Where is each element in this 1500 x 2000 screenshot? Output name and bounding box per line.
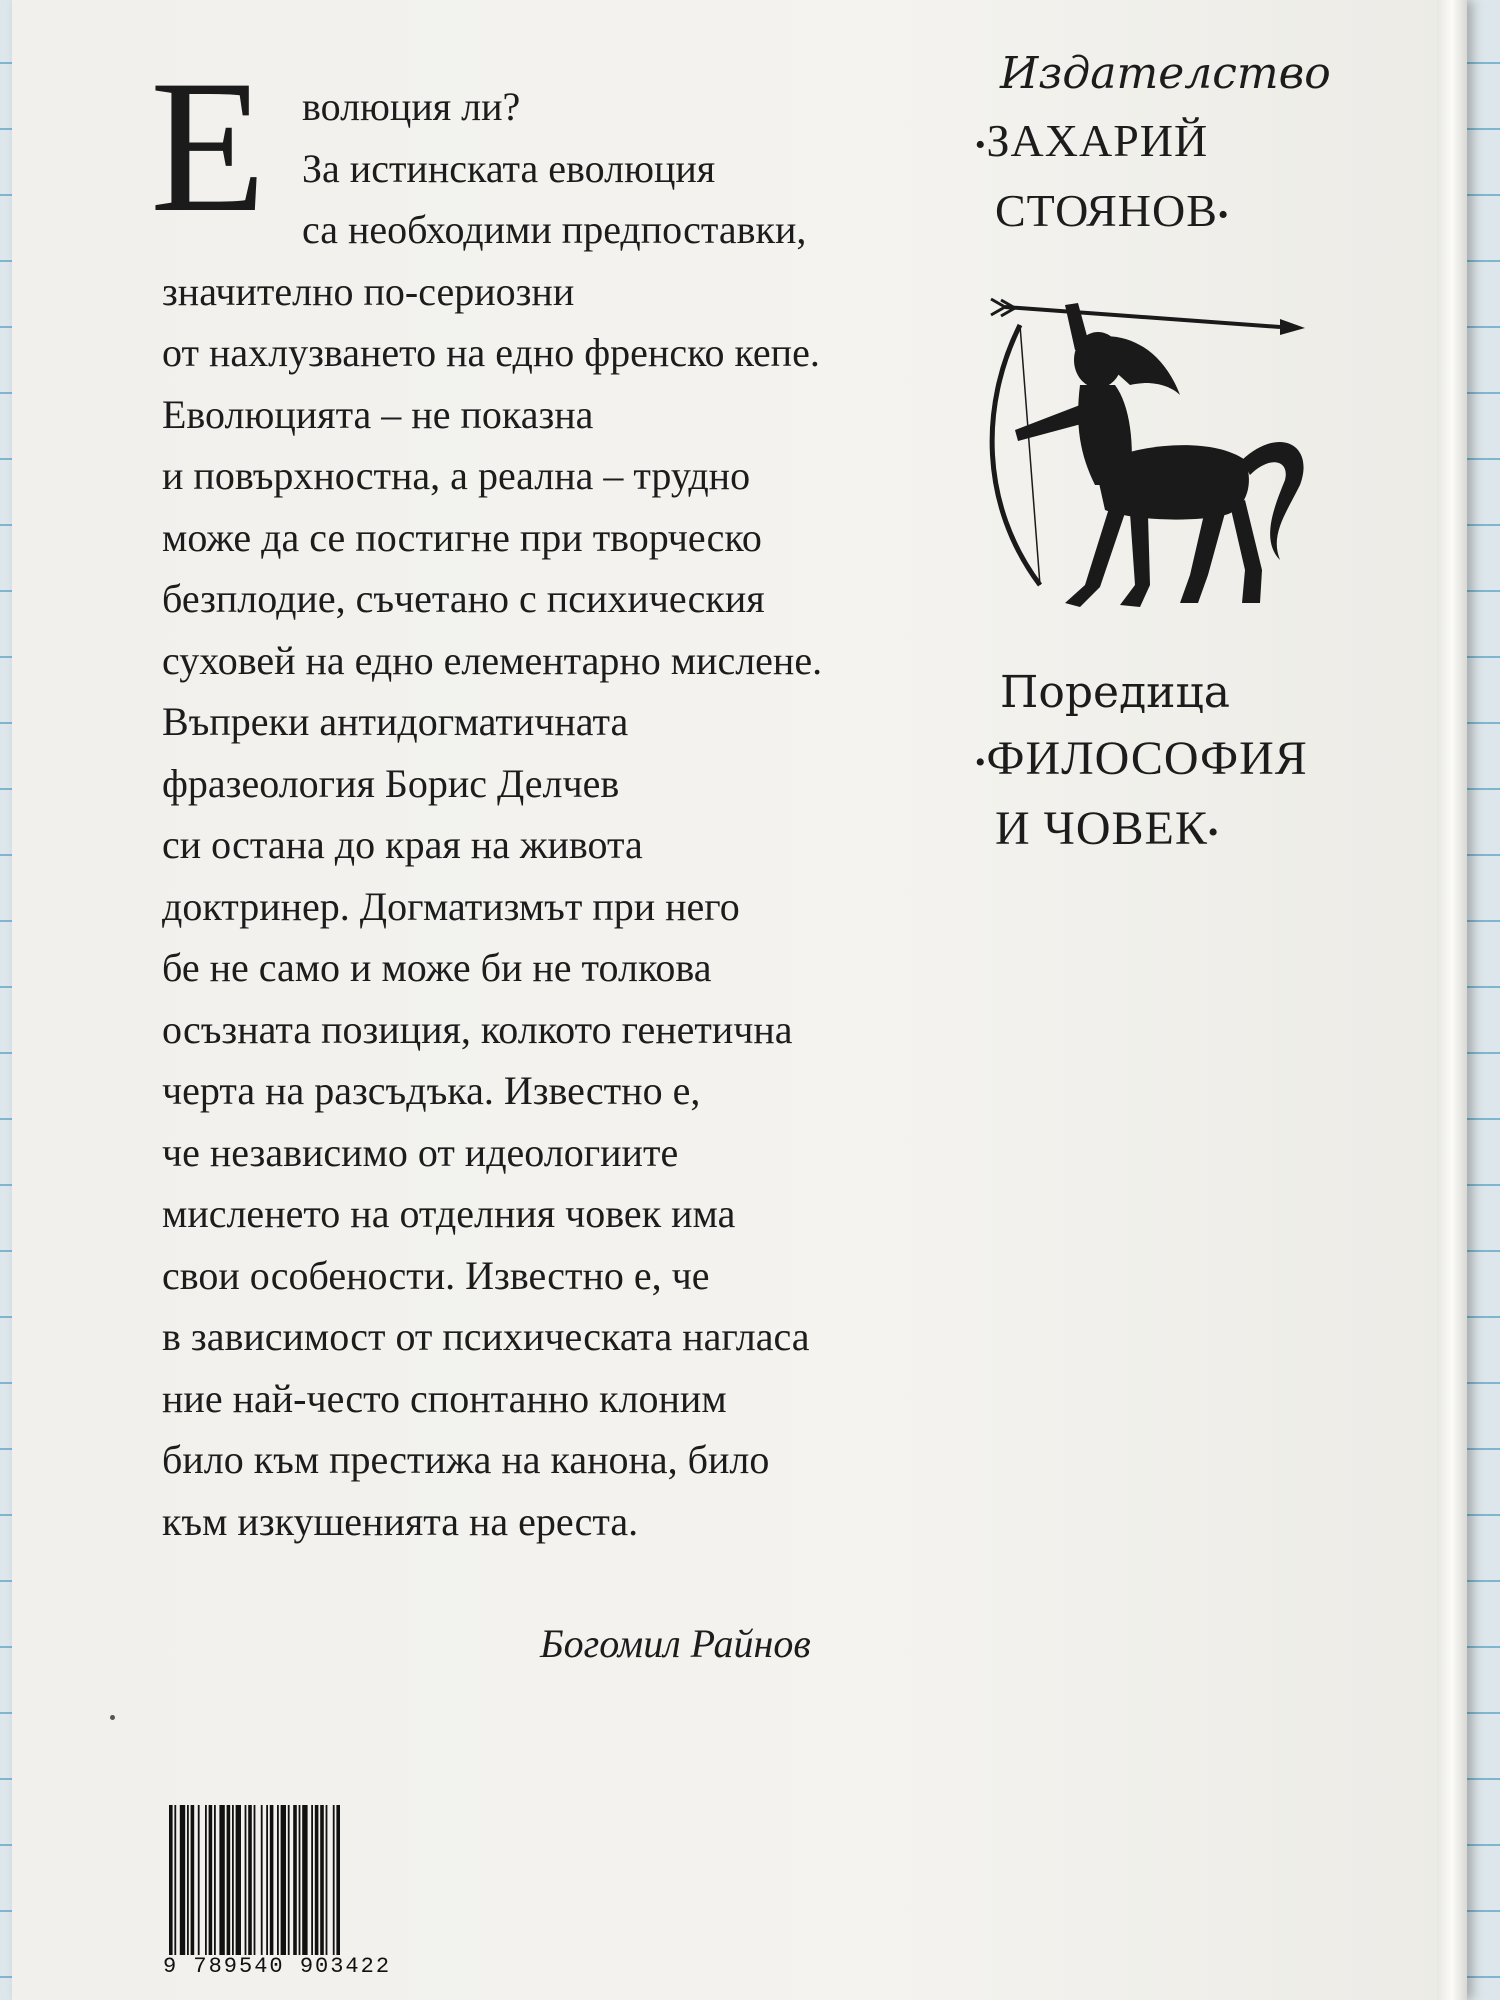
- barcode-bar: [187, 1805, 189, 1955]
- barcode-bar: [219, 1805, 224, 1955]
- barcode-bar: [227, 1805, 231, 1955]
- publisher-label: Издателство: [1000, 48, 1331, 99]
- series-name-line1: ФИЛОСОФИЯ: [986, 732, 1308, 785]
- text-line: осъзната позиция, колкото генетична: [162, 1006, 793, 1052]
- text-line: ние най-често спонтанно клоним: [162, 1375, 727, 1421]
- barcode-bar: [214, 1805, 216, 1955]
- isbn-digits: 9 789540 903422: [163, 1954, 392, 1979]
- text-line: и повърхностна, а реална – трудно: [162, 453, 751, 498]
- text-line: било към престижа на канона, било: [162, 1437, 770, 1482]
- bullet-icon: •: [975, 128, 987, 162]
- text-line: че независимо от идеологиите: [162, 1129, 679, 1175]
- barcode-bar: [198, 1805, 200, 1955]
- publisher-name-line2: СТОЯНОВ: [995, 185, 1218, 237]
- text-line: За истинската еволюция: [302, 145, 716, 191]
- publisher-name-line1: ЗАХАРИЙ: [986, 115, 1209, 166]
- barcode-bar: [302, 1805, 307, 1955]
- barcode-bar: [277, 1805, 279, 1955]
- text-line: Въпреки антидогматичната: [162, 699, 629, 744]
- barcode-bar: [326, 1805, 328, 1955]
- barcode-bar: [293, 1805, 297, 1955]
- text-line: фразеология Борис Делчев: [162, 760, 620, 806]
- barcode-bar: [169, 1805, 173, 1955]
- text-line: в зависимост от психическата нагласа: [162, 1314, 810, 1359]
- text-line: може да се постигне при творческо: [162, 514, 762, 560]
- blurb-text: [162, 82, 962, 1558]
- text-line: значително по-сериозни: [162, 268, 575, 314]
- barcode-bar: [191, 1805, 195, 1955]
- barcode-bar: [232, 1805, 234, 1955]
- text-line: бе не само и може би не толкова: [162, 945, 712, 990]
- text-line: мисленето на отделния човек има: [162, 1191, 736, 1236]
- series-name: [975, 726, 1308, 866]
- barcode-bar: [248, 1805, 252, 1955]
- drop-cap: Е: [150, 42, 267, 252]
- bullet-icon: •: [975, 745, 987, 779]
- barcode-bar: [320, 1805, 324, 1955]
- barcode-bar: [209, 1805, 213, 1955]
- publisher-name: [975, 108, 1229, 249]
- barcode-bar: [180, 1805, 185, 1955]
- text-line: доктринер. Догматизмът при него: [162, 883, 740, 929]
- barcode-bar: [174, 1805, 176, 1955]
- barcode-bar: [254, 1805, 256, 1955]
- barcode-bar: [270, 1805, 274, 1955]
- text-line: към изкушенията на ереста.: [162, 1498, 639, 1544]
- text-line: са необходими предпоставки,: [302, 207, 807, 252]
- text-line: свои особености. Известно е, че: [162, 1252, 710, 1298]
- book-edge: [1437, 0, 1467, 2000]
- text-line: от нахлузването на едно френско кепе.: [162, 330, 820, 375]
- paper-speck: [110, 1715, 115, 1720]
- bullet-icon: •: [1207, 815, 1220, 849]
- barcode-bar: [281, 1805, 286, 1955]
- barcode-bar: [311, 1805, 313, 1955]
- barcode-bar: [336, 1805, 340, 1955]
- barcode-bar: [205, 1805, 207, 1955]
- text-line: Еволюцията – не показна: [162, 391, 594, 437]
- barcode-bar: [333, 1805, 335, 1955]
- text-line: волюция ли?: [302, 84, 521, 129]
- author-signature: Богомил Райнов: [540, 1621, 811, 1666]
- barcode-bar: [288, 1805, 290, 1955]
- barcode-bar: [315, 1805, 319, 1955]
- barcode-bar: [299, 1805, 301, 1955]
- barcode-bar: [245, 1805, 247, 1955]
- barcode-icon: [165, 1805, 465, 1955]
- text-line: си остана до края на живота: [162, 822, 643, 867]
- archer-centaur-icon: [980, 285, 1340, 625]
- text-line: черта на разсъдъка. Известно е,: [162, 1068, 701, 1113]
- barcode-bar: [266, 1805, 268, 1955]
- text-line: безплодие, съчетано с психическия: [162, 576, 765, 621]
- bullet-icon: •: [1217, 198, 1230, 232]
- barcode-bar: [236, 1805, 241, 1955]
- barcode-bar: [261, 1805, 263, 1955]
- series-name-line2: И ЧОВЕК: [995, 801, 1208, 855]
- series-label: Поредица: [1000, 667, 1231, 718]
- text-line: суховей на едно елементарно мислене.: [162, 637, 823, 683]
